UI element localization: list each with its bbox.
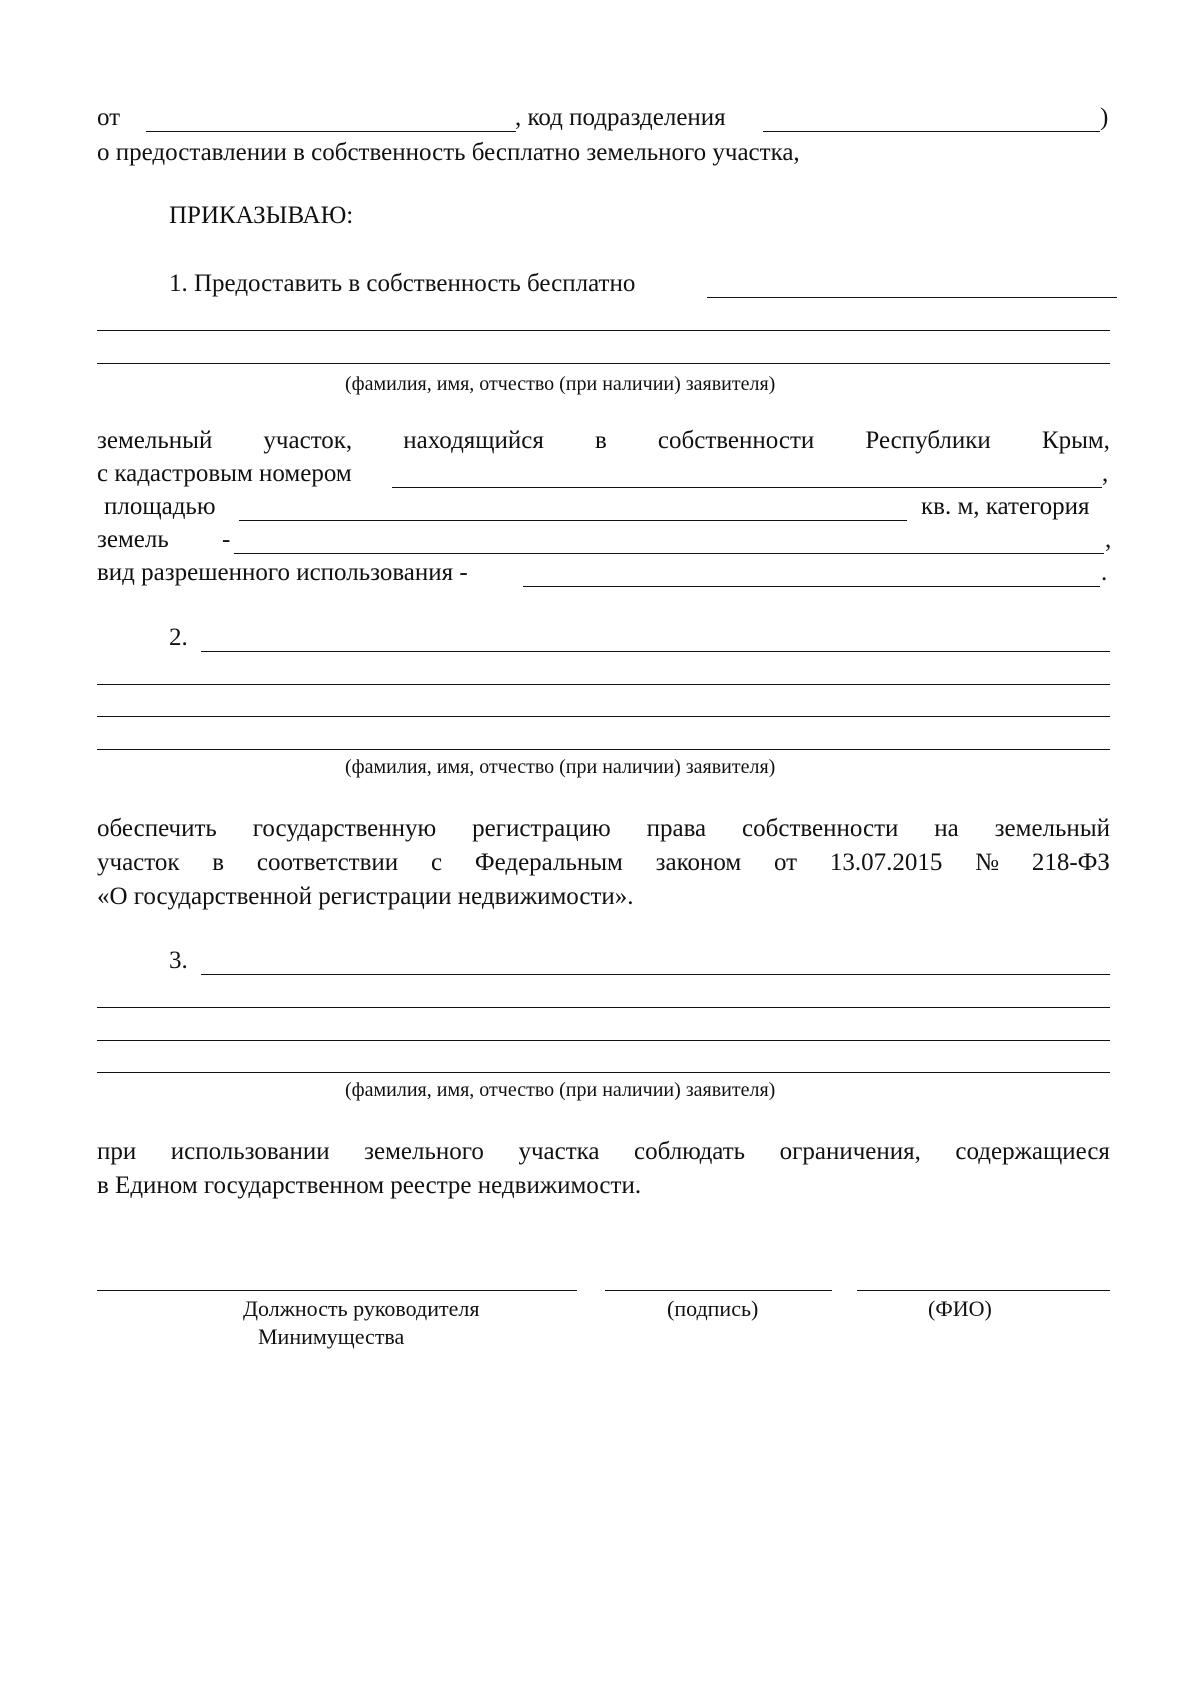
item2-blank-line-3 [97,716,1110,717]
land-label: земель [97,526,169,553]
land-dash: - [222,526,231,553]
sign-label: (подпись) [667,1296,759,1321]
para-word: при [97,1138,137,1165]
para-word: № [975,849,1000,876]
item2-caption: (фамилия, имя, отчество (при наличии) заявителя) [345,756,776,778]
para-word: регистрацию [472,815,611,842]
cadastral-label: с кадастровым номером [97,460,352,487]
item2-blank-line-4 [97,749,1110,750]
item3-caption: (фамилия, имя, отчество (при наличии) заявителя) [345,1079,776,1101]
para-word: содержащиеся [955,1138,1110,1165]
para-word: с [430,849,443,876]
para-word: права [646,815,707,842]
para-word: собственности [742,815,899,842]
item3-blank-line-3 [97,1040,1110,1041]
para-word: государственную [252,815,437,842]
use-blank-line [523,586,1100,587]
position-label-line-1: Должность руководителя [243,1296,480,1321]
item2-blank-line-2 [97,684,1110,685]
para-word: участка [518,1138,600,1165]
plot-justified-line [97,426,1110,456]
item3-para-line-2: в Едином государственном реестре недвижимости. [97,1172,642,1199]
cadastral-end: , [1102,460,1109,487]
item3-blank-line-2 [97,1007,1110,1008]
item3-number: 3. [169,947,188,974]
from-prefix: от [97,104,121,131]
item1-lead: 1. Предоставить в собственность бесплатно [169,270,636,297]
code-label: , код подразделения [515,104,726,131]
cadastral-blank-line [392,487,1102,488]
plot-word: земельный [97,427,213,454]
para-word: Федеральным [474,849,623,876]
para-word: земельный [994,815,1110,842]
para-word: ограничения, [779,1138,921,1165]
item1-caption: (фамилия, имя, отчество (при наличии) заявителя) [345,373,776,395]
para-word: земельного [364,1138,484,1165]
item3-blank-line-1 [201,974,1110,975]
para-word: соблюдать [634,1138,746,1165]
date-blank-line [146,131,516,132]
plot-word: Республики [865,427,991,454]
para-word: обеспечить [97,815,217,842]
land-category-blank-line [234,553,1104,554]
item3-para-line-1 [97,1137,1110,1167]
code-blank-line [763,131,1100,132]
item2-para-line-1 [97,814,1110,844]
para-word: участок [97,849,180,876]
close-paren: ) [1100,104,1109,131]
para-word: использовании [170,1138,330,1165]
plot-word: Крым, [1041,427,1110,454]
area-blank-line [239,520,907,521]
area-unit: кв. м, категория [921,493,1090,520]
item2-blank-line-1 [201,651,1110,652]
plot-word: собственности [657,427,815,454]
item1-blank-line-1 [707,297,1117,298]
position-signature-line [97,1290,577,1291]
name-label: (ФИО) [928,1296,992,1321]
plot-word: находящийся [403,427,544,454]
sign-signature-line [605,1290,832,1291]
use-end: . [1101,559,1108,586]
name-signature-line [857,1290,1110,1291]
position-label-line-2: Минимущества [258,1324,405,1349]
area-label: площадью [104,493,216,520]
plot-word: участок, [263,427,353,454]
para-word: 218-ФЗ [1031,849,1110,876]
land-end: , [1105,526,1112,553]
para-word: от [774,849,798,876]
item2-para-line-2 [97,848,1110,878]
header-line-2: о предоставлении в собственность бесплатно земельного участка, [97,139,800,166]
para-word: 13.07.2015 [829,849,943,876]
item2-para-line-3: «О государственной регистрации недвижимости». [97,883,634,910]
order-word: ПРИКАЗЫВАЮ: [169,202,354,229]
para-word: на [934,815,959,842]
para-word: в [212,849,225,876]
para-word: соответствии [256,849,399,876]
plot-word: в [595,427,607,454]
item1-blank-line-3 [97,363,1110,364]
item1-blank-line-2 [97,330,1110,331]
para-word: законом [655,849,742,876]
item2-number: 2. [169,624,188,651]
item3-blank-line-4 [97,1072,1110,1073]
use-label: вид разрешенного использования - [97,559,468,586]
